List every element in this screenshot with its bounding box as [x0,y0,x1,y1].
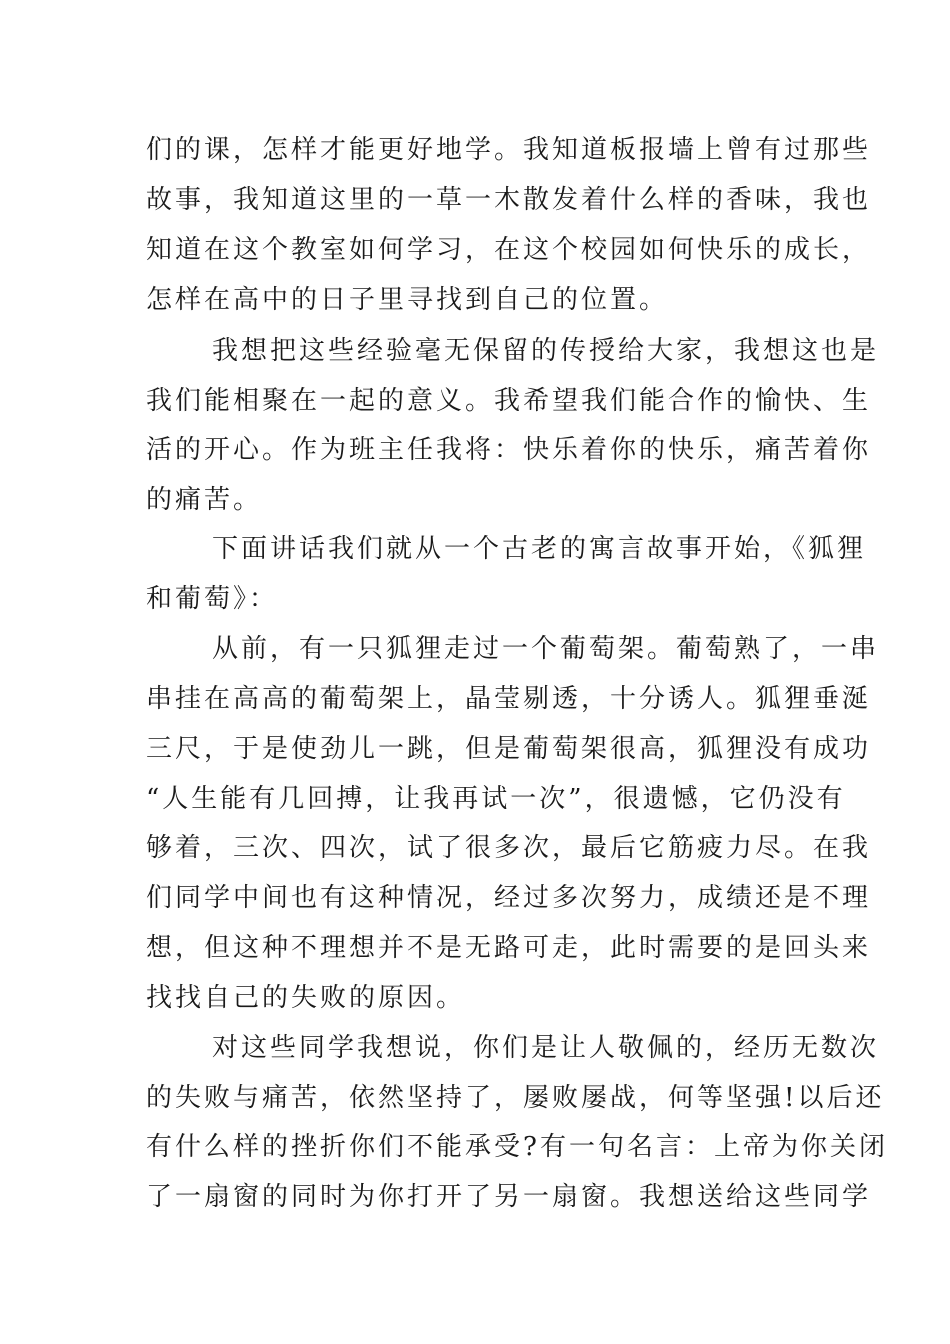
text-line: 们同学中间也有这种情况，经过多次努力，成绩还是不理 [146,883,872,913]
text-line: 的痛苦。 [146,485,263,515]
paragraph-first-line: 对这些同学我想说，你们是让人敬佩的，经历无数次 [212,1033,880,1063]
text-line: 找找自己的失败的原因。 [146,983,466,1013]
text-line: 想，但这种不理想并不是无路可走，此时需要的是回头来 [146,933,872,963]
text-line: 我们能相聚在一起的意义。我希望我们能合作的愉快、生 [146,386,872,416]
text-line: 三尺，于是使劲儿一跳，但是葡萄架很高，狐狸没有成功 [146,734,872,764]
text-line: 知道在这个教室如何学习，在这个校园如何快乐的成长， [146,235,872,265]
paragraph-first-line: 下面讲话我们就从一个古老的寓言故事开始，《狐狸 [212,534,867,564]
paragraph-first-line: 从前，有一只狐狸走过一个葡萄架。葡萄熟了，一串 [212,634,880,664]
text-line: 串挂在高高的葡萄架上，晶莹剔透，十分诱人。狐狸垂涎 [146,684,872,714]
text-line: 和葡萄》： [146,584,279,614]
text-line: 们的课，怎样才能更好地学。我知道板报墙上曾有过那些 [146,135,872,165]
paragraph-first-line: 我想把这些经验毫无保留的传授给大家，我想这也是 [212,336,880,366]
text-line: 够着，三次、四次，试了很多次，最后它筋疲力尽。在我 [146,833,872,863]
text-line: 有什么样的挫折你们不能承受?有一句名言：上帝为你关闭 [146,1132,888,1162]
text-line: 了一扇窗的同时为你打开了另一扇窗。我想送给这些同学 [146,1182,872,1212]
text-line: 怎样在高中的日子里寻找到自己的位置。 [146,285,669,315]
text-line: “人生能有几回搏，让我再试一次”，很遗憾，它仍没有 [146,784,846,814]
text-line: 故事，我知道这里的一草一木散发着什么样的香味，我也 [146,185,872,215]
text-line: 活的开心。作为班主任我将：快乐着你的快乐，痛苦着你 [146,435,872,465]
text-line: 的失败与痛苦，依然坚持了，屡败屡战，何等坚强!以后还 [146,1083,885,1113]
